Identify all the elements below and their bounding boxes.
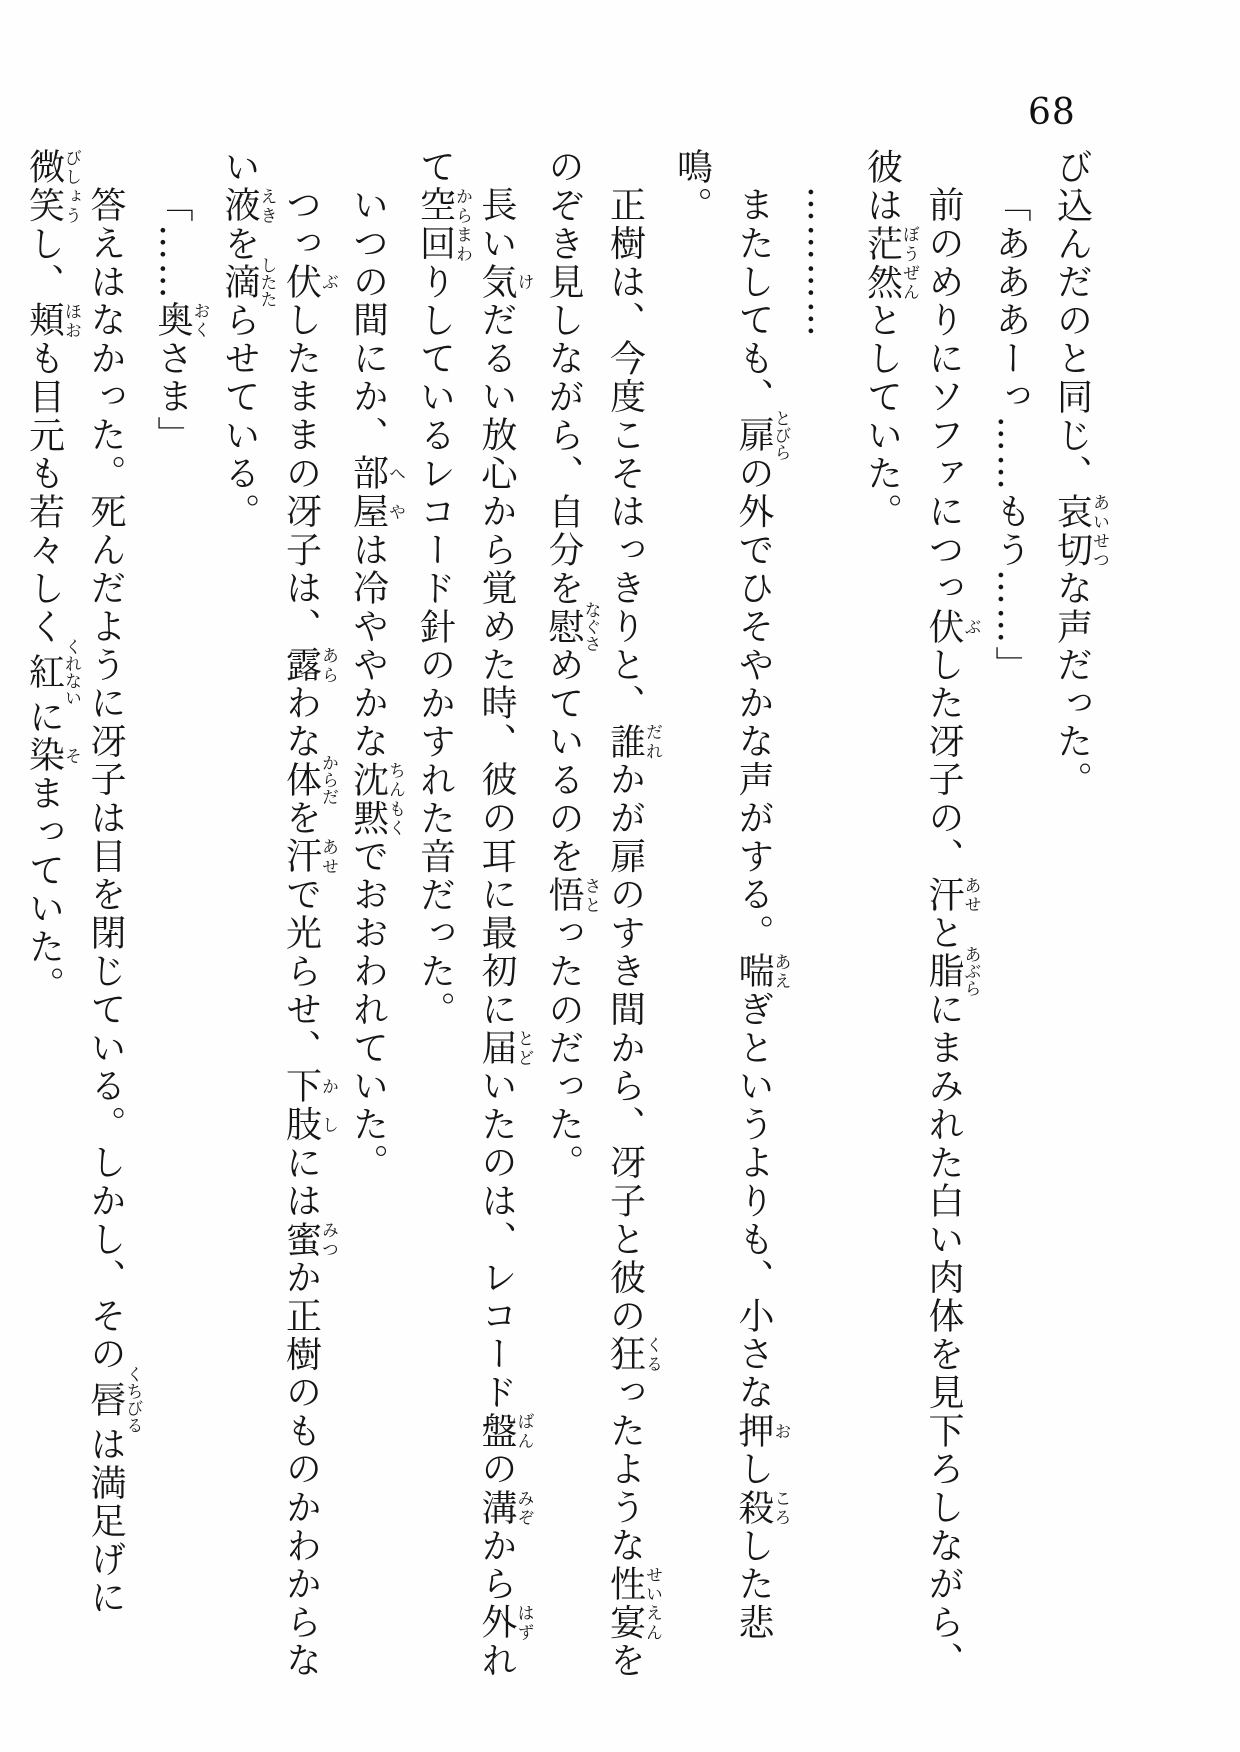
furigana: さと <box>580 875 601 915</box>
ruby-annotated-word: 汗あせ <box>923 875 981 915</box>
furigana: そ <box>61 736 81 775</box>
furigana: なぐさ <box>580 601 601 653</box>
ruby-annotated-word: 誰だれ <box>604 722 662 761</box>
ruby-annotated-word: 体からだ <box>280 754 338 806</box>
furigana: あいせつ <box>1089 492 1109 570</box>
paragraph: び込んだのと同じ、哀切あいせつな声だった。 <box>1051 148 1109 800</box>
paragraph: いつの間にか、部屋へやは冷ややかな沈黙ちんもくでおおわれていた。 <box>347 186 405 1183</box>
ruby-annotated-word: 液えき <box>219 186 277 225</box>
furigana: あせ <box>960 875 981 915</box>
ruby-annotated-word: 慰なぐさ <box>543 601 601 653</box>
ruby-annotated-word: 汗あせ <box>280 837 338 876</box>
ruby-annotated-word: 沈黙ちんもく <box>347 760 405 838</box>
furigana: だれ <box>642 722 662 761</box>
furigana: かし <box>318 1067 338 1144</box>
ruby-annotated-word: 滴したた <box>219 256 277 308</box>
paragraph: 正樹は、今度こそはっきりと、誰だれかが扉のすき間から、冴子と彼の狂くるったような性宴せいえんをのぞき見しながら、自分を慰なぐさめているのを悟さとったのだった。 <box>543 148 662 1681</box>
furigana: からまわ <box>452 186 472 263</box>
ruby-annotated-word: 微笑びしょう <box>23 148 81 225</box>
paragraph: 「……奥おくさま」 <box>152 186 210 455</box>
furigana: からだ <box>318 754 338 806</box>
furigana: ぶ <box>960 607 981 646</box>
ruby-annotated-word: 部屋へや <box>347 454 405 532</box>
paragraph: 長い気けだるい放心から覚めた時、彼の耳に最初に届とどいたのは、レコード盤ばんの溝みぞから外はずれて空回からまわりしているレコード針のかすれた音だった。 <box>414 148 534 1681</box>
ruby-annotated-word: 届とど <box>476 1028 534 1068</box>
paragraph: 前のめりにソファにつっ伏ぶした冴子の、汗あせと脂あぶらにまみれた白い肉体を見下ろしながら、彼は茫然ぼうぜんとしていた。 <box>861 148 981 1681</box>
furigana: おく <box>189 301 210 340</box>
ruby-annotated-word: 伏ぶ <box>280 262 338 302</box>
ruby-annotated-word: 蜜みつ <box>280 1220 338 1259</box>
ruby-annotated-word: 溝みぞ <box>476 1488 534 1527</box>
ruby-annotated-word: 下肢かし <box>280 1067 338 1144</box>
furigana: えき <box>256 186 277 225</box>
furigana: あら <box>318 645 338 685</box>
furigana: お <box>770 1411 791 1451</box>
ruby-annotated-word: 露あら <box>280 645 338 685</box>
furigana: くれない <box>61 637 81 706</box>
ruby-annotated-word: 扉とびら <box>733 409 791 461</box>
furigana: はず <box>513 1603 534 1642</box>
paragraph: つっ伏ぶしたままの冴子は、露あらわな体からだを汗あせで光らせ、下肢かしには蜜みつか正樹のものかわからない液えきを滴したたらせている。 <box>219 148 338 1681</box>
furigana: ばん <box>513 1411 534 1451</box>
furigana: ほお <box>61 301 81 340</box>
ruby-annotated-word: 空回からまわ <box>414 186 472 263</box>
ruby-annotated-word: 狂くる <box>604 1335 662 1374</box>
paragraph: ………… <box>800 186 841 340</box>
furigana: あえ <box>770 952 791 991</box>
ruby-annotated-word: 外はず <box>476 1603 534 1642</box>
ruby-annotated-word: 喘あえ <box>733 952 791 991</box>
furigana: とびら <box>770 409 791 461</box>
ruby-annotated-word: 気け <box>476 262 534 302</box>
ruby-annotated-word: 脂あぶら <box>923 946 981 998</box>
paragraph: 答えはなかった。死んだように冴子は目を閉じている。しかし、その唇くちびるは満足げに微笑びしょうし、頬ほおも目元も若々しく紅くれないに染そまっていた。 <box>23 148 143 1618</box>
ruby-annotated-word: 唇くちびる <box>85 1365 143 1434</box>
furigana: みぞ <box>513 1488 534 1527</box>
paragraph: またしても、扉とびらの外でひそやかな声がする。喘あえぎというよりも、小さな押おし殺ころした悲鳴。 <box>671 148 791 1642</box>
furigana: け <box>513 262 534 302</box>
page-number: 68 <box>1028 92 1076 133</box>
furigana: せいえん <box>642 1565 662 1642</box>
ruby-annotated-word: 頬ほお <box>23 301 81 340</box>
ruby-annotated-word: 盤ばん <box>476 1411 534 1451</box>
furigana: ころ <box>770 1488 791 1527</box>
furigana: あせ <box>318 837 338 876</box>
ruby-annotated-word: 哀切あいせつ <box>1051 492 1109 570</box>
furigana: くちびる <box>122 1365 143 1434</box>
furigana: ちんもく <box>385 760 405 838</box>
ruby-annotated-word: 伏ぶ <box>923 607 981 646</box>
ruby-annotated-word: 殺ころ <box>733 1488 791 1527</box>
ruby-annotated-word: 染そ <box>23 736 81 775</box>
ruby-annotated-word: 性宴せいえん <box>604 1565 662 1642</box>
paragraph: 「あああーっ……もう……」 <box>990 186 1031 685</box>
ruby-annotated-word: 悟さと <box>543 875 601 915</box>
furigana: みつ <box>318 1220 338 1259</box>
ruby-annotated-word: 奥おく <box>152 301 210 340</box>
furigana: とど <box>513 1028 534 1068</box>
ruby-annotated-word: 紅くれない <box>23 637 81 706</box>
text-block <box>13 148 1108 1682</box>
ruby-annotated-word: 押お <box>733 1411 791 1451</box>
furigana: したた <box>256 256 277 308</box>
furigana: へや <box>385 454 405 531</box>
furigana: びしょう <box>61 148 81 225</box>
furigana: ぼうぜん <box>899 224 919 302</box>
ruby-annotated-word: 茫然ぼうぜん <box>861 224 919 302</box>
furigana: ぶ <box>318 262 338 302</box>
furigana: あぶら <box>960 946 981 998</box>
furigana: くる <box>642 1335 662 1374</box>
